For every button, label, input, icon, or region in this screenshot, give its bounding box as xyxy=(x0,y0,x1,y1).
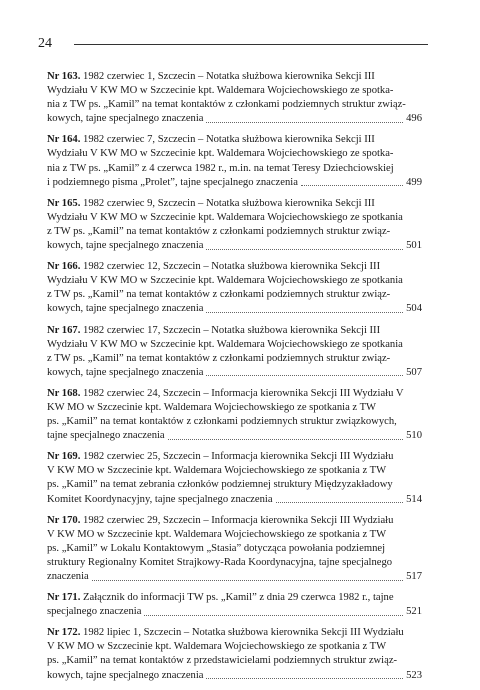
entry-line-text: 1982 czerwiec 7, Szczecin – Notatka służbowa kierownika Sekcji III xyxy=(83,134,375,146)
dot-leader xyxy=(168,439,403,440)
dot-leader xyxy=(144,615,403,616)
toc-entry xyxy=(47,514,422,584)
entry-line-text: Wydziału V KW MO w Szczecinie kpt. Waldemara Wojciechowskiego ze spotkania xyxy=(47,275,403,287)
entry-line-text: 1982 czerwiec 17, Szczecin – Notatka służbowa kierownika Sekcji III xyxy=(83,324,381,336)
entry-line-text: ps. „Kamil” w Lokalu Kontaktowym „Stasia” dotycząca powołania podziemnej xyxy=(47,542,386,554)
entry-line-text: z TW ps. „Kamil” na temat kontaktów z członkami podziemnych struktur związ- xyxy=(47,225,391,237)
entry-text-line xyxy=(47,528,422,542)
entry-line-text: 1982 czerwiec 24, Szczecin – Informacja kierownika Sekcji III Wydziału V xyxy=(83,387,404,399)
entry-line-text: Komitet Koordynacyjny, tajne specjalnego znaczenia xyxy=(47,493,273,505)
dot-leader xyxy=(276,502,404,503)
entry-line-text: 1982 czerwiec 12, Szczecin – Notatka służbowa kierownika Sekcji III xyxy=(83,261,381,273)
entry-text-line xyxy=(47,133,422,147)
entry-page-number: 523 xyxy=(406,669,422,681)
entry-page-number: 514 xyxy=(406,493,422,505)
entry-number: Nr 170. xyxy=(47,514,81,526)
entry-text-line xyxy=(47,288,422,302)
toc-entry xyxy=(47,70,422,126)
entry-number: Nr 169. xyxy=(47,451,81,463)
entry-page-number: 510 xyxy=(406,430,422,442)
entry-last-line xyxy=(47,366,422,380)
entry-page-number: 521 xyxy=(406,606,422,618)
entry-page-number: 517 xyxy=(406,571,422,582)
page-number: 24 xyxy=(38,36,52,51)
entry-line-text: 1982 lipiec 1, Szczecin – Notatka służbowa kierownika Sekcji III Wydziału xyxy=(83,627,404,639)
entry-line-text: kowych, tajne specjalnego znaczenia xyxy=(47,240,204,252)
dot-leader xyxy=(206,375,403,376)
entry-number: Nr 168. xyxy=(47,387,81,399)
entry-text-line xyxy=(47,338,422,352)
entry-text-line xyxy=(47,324,422,338)
entry-line-text: ps. „Kamil” na temat zebrania członków podziemnej struktury Międzyzakładowy xyxy=(47,479,393,491)
entry-line-text: kowych, tajne specjalnego znaczenia xyxy=(47,303,204,315)
entry-page-number: 501 xyxy=(406,240,422,252)
entry-line-text: 1982 czerwiec 25, Szczecin – Informacja kierownika Sekcji III Wydziału xyxy=(83,451,394,463)
entry-number: Nr 163. xyxy=(47,71,81,82)
entry-line-text: KW MO w Szczecinie kpt. Waldemara Wojciechowskiego ze spotkania z TW xyxy=(47,401,377,413)
entry-line-text: Wydziału V KW MO w Szczecinie kpt. Waldemara Wojciechowskiego ze spotkania xyxy=(47,211,403,223)
entry-number: Nr 167. xyxy=(47,324,81,336)
entry-number: Nr 171. xyxy=(47,592,81,604)
entry-number: Nr 166. xyxy=(47,261,81,273)
entry-text-line xyxy=(47,478,422,492)
entry-line-text: V KW MO w Szczecinie kpt. Waldemara Wojciechowskiego ze spotkania z TW xyxy=(47,465,387,477)
entry-line-text: V KW MO w Szczecinie kpt. Waldemara Wojciechowskiego ze spotkania z TW xyxy=(47,528,387,540)
entry-text-line xyxy=(47,464,422,478)
entry-page-number: 507 xyxy=(406,366,422,378)
table-of-contents xyxy=(47,70,422,690)
entry-line-text: Wydziału V KW MO w Szczecinie kpt. Waldemara Wojciechowskiego ze spotkania xyxy=(47,338,403,350)
entry-last-line xyxy=(47,669,422,683)
entry-text-line xyxy=(47,274,422,288)
entry-text-line xyxy=(47,197,422,211)
entry-line-text: nia z TW ps. „Kamil” z 4 czerwca 1982 r., m.in. na temat Teresy Dziechciowskiej xyxy=(47,162,394,174)
entry-text-line xyxy=(47,225,422,239)
toc-entry xyxy=(47,591,422,619)
entry-line-text: znaczenia xyxy=(47,571,89,582)
entry-line-text: ps. „Kamil” na temat kontaktów z przedstawicielami podziemnych struktur związ- xyxy=(47,655,398,667)
entry-text-line xyxy=(47,387,422,401)
entry-last-line xyxy=(47,239,422,253)
entry-text-line xyxy=(47,147,422,161)
entry-line-text: ps. „Kamil” na temat kontaktów z członkami podziemnych struktur związkowych, xyxy=(47,416,397,428)
entry-text-line xyxy=(47,260,422,274)
entry-text-line xyxy=(47,84,422,98)
entry-last-line xyxy=(47,302,422,316)
entry-line-text: z TW ps. „Kamil” na temat kontaktów z członkami podziemnych struktur związ- xyxy=(47,352,391,364)
entry-text-line xyxy=(47,591,422,605)
entry-line-text: i podziemnego pisma „Prolet”, tajne specjalnego znaczenia xyxy=(47,176,298,188)
toc-entry xyxy=(47,450,422,506)
dot-leader xyxy=(301,185,403,186)
dot-leader xyxy=(206,312,403,313)
toc-entry xyxy=(47,324,422,380)
entry-line-text: kowych, tajne specjalnego znaczenia xyxy=(47,113,204,125)
entry-text-line xyxy=(47,70,422,84)
entry-text-line xyxy=(47,211,422,225)
entry-line-text: Załącznik do informacji TW ps. „Kamil” z dnia 29 czerwca 1982 r., tajne xyxy=(83,592,394,604)
entry-text-line xyxy=(47,640,422,654)
entry-number: Nr 165. xyxy=(47,197,81,209)
page-header xyxy=(38,36,428,56)
toc-entry xyxy=(47,260,422,316)
entry-line-text: kowych, tajne specjalnego znaczenia xyxy=(47,669,204,681)
entry-line-text: nia z TW ps. „Kamil” na temat kontaktów z członkami podziemnych struktur związ- xyxy=(47,99,406,111)
entry-text-line xyxy=(47,98,422,112)
entry-line-text: Wydziału V KW MO w Szczecinie kpt. Waldemara Wojciechowskiego ze spotka- xyxy=(47,85,394,97)
entry-page-number: 496 xyxy=(406,113,422,125)
entry-text-line xyxy=(47,450,422,464)
header-rule xyxy=(74,44,428,45)
entry-number: Nr 164. xyxy=(47,134,81,146)
entry-line-text: 1982 czerwiec 29, Szczecin – Informacja kierownika Sekcji III Wydziału xyxy=(83,514,394,526)
entry-line-text: V KW MO w Szczecinie kpt. Waldemara Wojciechowskiego ze spotkania z TW xyxy=(47,641,387,653)
dot-leader xyxy=(206,122,403,123)
dot-leader xyxy=(206,678,403,679)
entry-line-text: kowych, tajne specjalnego znaczenia xyxy=(47,366,204,378)
toc-entry xyxy=(47,387,422,443)
entry-line-text: tajne specjalnego znaczenia xyxy=(47,430,165,442)
entry-text-line xyxy=(47,542,422,556)
entry-last-line xyxy=(47,605,422,619)
entry-text-line xyxy=(47,556,422,570)
dot-leader xyxy=(206,249,403,250)
entry-page-number: 504 xyxy=(406,303,422,315)
entry-line-text: z TW ps. „Kamil” na temat kontaktów z członkami podziemnych struktur związ- xyxy=(47,289,391,301)
entry-text-line xyxy=(47,415,422,429)
dot-leader xyxy=(92,580,403,581)
toc-entry xyxy=(47,197,422,253)
entry-last-line xyxy=(47,176,422,190)
toc-entry xyxy=(47,133,422,189)
entry-text-line xyxy=(47,626,422,640)
entry-last-line xyxy=(47,493,422,507)
entry-line-text: 1982 czerwiec 1, Szczecin – Notatka służbowa kierownika Sekcji III xyxy=(83,71,375,82)
entry-line-text: Wydziału V KW MO w Szczecinie kpt. Waldemara Wojciechowskiego ze spotka- xyxy=(47,148,394,160)
entry-line-text: specjalnego znaczenia xyxy=(47,606,142,618)
entry-text-line xyxy=(47,162,422,176)
entry-text-line xyxy=(47,352,422,366)
entry-line-text: 1982 czerwiec 9, Szczecin – Notatka służbowa kierownika Sekcji III xyxy=(83,197,375,209)
entry-text-line xyxy=(47,514,422,528)
entry-text-line xyxy=(47,654,422,668)
entry-number: Nr 172. xyxy=(47,627,81,639)
entry-last-line xyxy=(47,429,422,443)
entry-last-line xyxy=(47,112,422,126)
entry-line-text: struktury Regionalny Komitet Strajkowy-Rada Koordynacyjna, tajne specjalnego xyxy=(47,556,393,568)
entry-last-line xyxy=(47,570,422,584)
toc-entry xyxy=(47,626,422,682)
entry-page-number: 499 xyxy=(406,176,422,188)
entry-text-line xyxy=(47,401,422,415)
